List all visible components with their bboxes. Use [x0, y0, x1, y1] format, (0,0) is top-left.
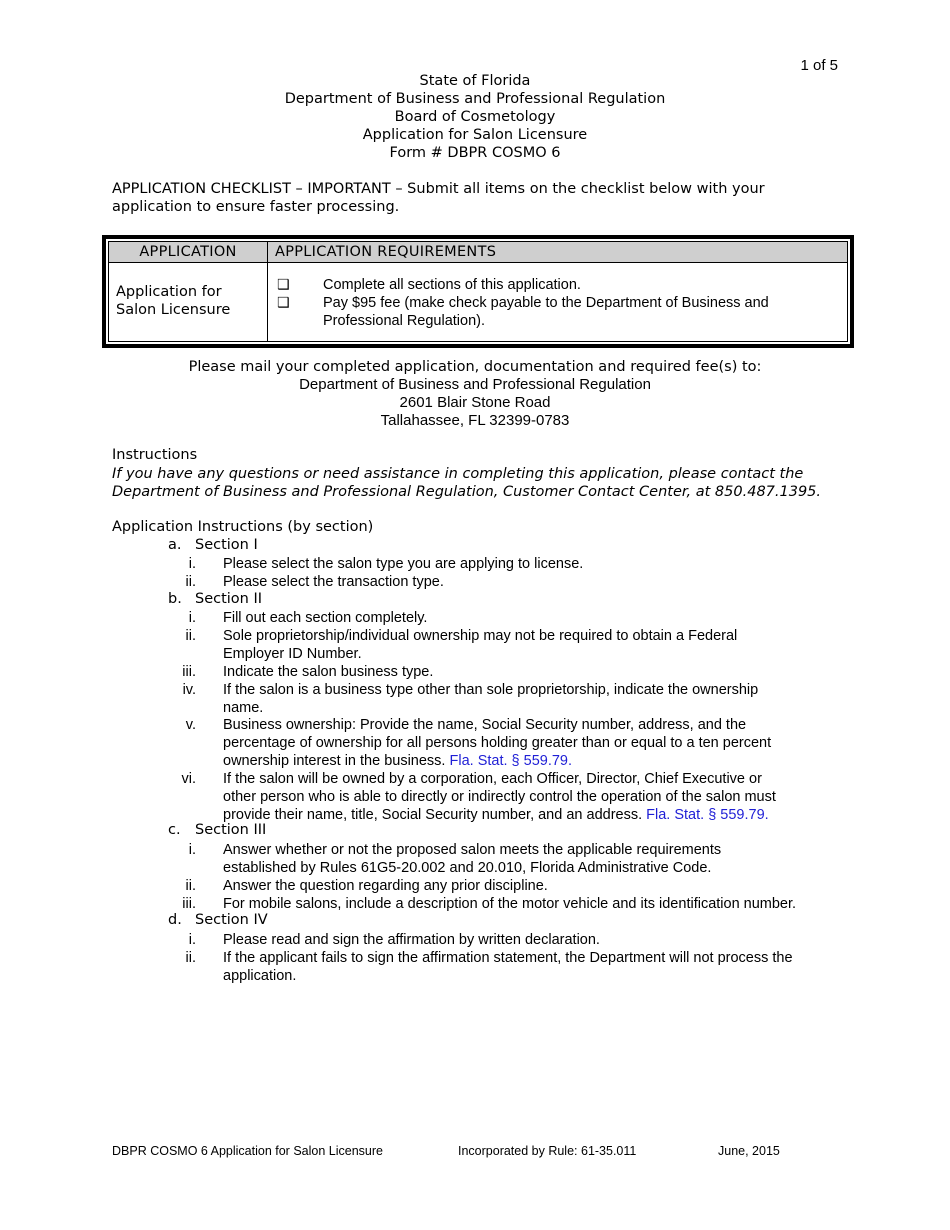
mail-department: Department of Business and Professional Regulation	[299, 376, 651, 393]
footer-date: June, 2015	[718, 1144, 780, 1158]
mailing-address	[0, 358, 950, 430]
application-instructions-title: Application Instructions (by section)	[112, 519, 374, 535]
statute-link[interactable]: Fla. Stat. § 559.79.	[449, 753, 573, 769]
section-heading: a. Section I	[168, 537, 258, 553]
checkbox-icon: ❑	[277, 295, 290, 311]
section-heading: b. Section II	[168, 591, 263, 607]
requirement-text: Pay $95 fee (make check payable to the Department of Business and Professional Regulation).	[323, 295, 769, 329]
checklist-intro-line: application to ensure faster processing.	[112, 199, 400, 215]
mail-city: Tallahassee, FL 32399-0783	[380, 412, 570, 429]
application-cell-line: Application for	[116, 284, 222, 300]
document-page: 1 of 5 State of Florida Department of Business and Professional Regulation Board of Cosmetology Application for Salon Licensure Form # DBPR COSMO 6 APPLICATION CHECKLIST – IMPORTANT – Submit all items on the checklist below with your application to ensure faster processing. APPLICATION APPLICATION REQUIREMENTS Application for Salon Licensure ❑ Complete all sections of this application. ❑ Pay $95 fee (make check payable to the Department of Business and Professional Regulation). Please mail your completed application, documentation and required fee(s) to: Department of Business and Professional Regulation 2601 Blair Stone Road Tallahassee, FL 32399-0783 Instructions If you have any questions or need assistance in completing this application, please contact the Department of Business and Professional Regulation, Customer Contact Center, at 850.487.1395. Application Instructions (by section) a. Section I i. Please select the salon type you are applying to license. ii. Please select the transaction type. b. Section II i. Fill out each section completely. ii. Sole proprietorship/individual ownership may not be required to obtain a Federal Employer ID Number. iii. Indicate the salon business type. iv. If the salon is a business type other than sole proprietorship, indicate the ownership name. v. Business ownership: Provide the name, Social Security number, address, and the percentage of ownership for all persons holding greater than or equal to a ten percent ownership interest in the business. Fla. Stat. § 559.79. vi. If the salon will be owned by a corporation, each Officer, Director, Chief Executive or other person who is able to directly or indirectly control the operation of the salon must provide their name, title, Social Security number, and an address. Fla. Stat. § 559.79. c. Section III i. Answer whether or not the proposed salon meets the applicable requirements established by Rules 61G5-20.002 and 20.010, Florida Administrative Code. ii. Answer the question regarding any prior discipline. iii. For mobile salons, include a description of the motor vehicle and its identification number. d. Section IV i. Please read and sign the affirmation by written declaration. ii. If the applicant fails to sign the affirmation statement, the Department will not process the application. DBPR COSMO 6 Application for Salon Licensure Incorporated by Rule: 61-35.011 June, 2015	[0, 0, 950, 1230]
mail-street: 2601 Blair Stone Road	[399, 394, 551, 411]
instructions-title: Instructions	[112, 447, 198, 463]
footer-form-name: DBPR COSMO 6 Application for Salon Licensure	[112, 1144, 383, 1158]
header-application-col: APPLICATION	[139, 244, 237, 260]
checklist-intro-line: APPLICATION CHECKLIST – IMPORTANT – Submit all items on the checklist below with your	[112, 181, 765, 197]
header-requirements-col: APPLICATION REQUIREMENTS	[275, 244, 497, 260]
statute-link[interactable]: Fla. Stat. § 559.79.	[646, 807, 769, 823]
checklist-table	[102, 235, 854, 348]
header-application: Application for Salon Licensure	[362, 127, 588, 143]
application-cell	[116, 283, 261, 319]
checklist-intro	[112, 180, 842, 216]
instructions-note: If you have any questions or need assistance in completing this application, please contact the Department of Business and Professional Regulation, Customer Contact Center, at 850.487.1395.	[112, 466, 822, 500]
column-divider	[267, 242, 268, 341]
table-header-row	[109, 242, 847, 263]
header-board: Board of Cosmetology	[394, 109, 556, 125]
mail-instruction: Please mail your completed application, documentation and required fee(s) to:	[188, 359, 762, 375]
footer-rule: Incorporated by Rule: 61-35.011	[458, 1144, 637, 1158]
form-header	[0, 72, 950, 162]
section-heading: c. Section III	[168, 822, 267, 838]
application-cell-line: Salon Licensure	[116, 302, 231, 318]
requirement-text: Complete all sections of this application.	[323, 277, 581, 293]
header-form-number: Form # DBPR COSMO 6	[389, 145, 561, 161]
page-number: 1 of 5	[800, 57, 838, 74]
header-department: Department of Business and Professional Regulation	[284, 91, 666, 107]
header-state: State of Florida	[419, 73, 531, 89]
checkbox-icon: ❑	[277, 277, 290, 293]
section-heading: d. Section IV	[168, 912, 268, 928]
